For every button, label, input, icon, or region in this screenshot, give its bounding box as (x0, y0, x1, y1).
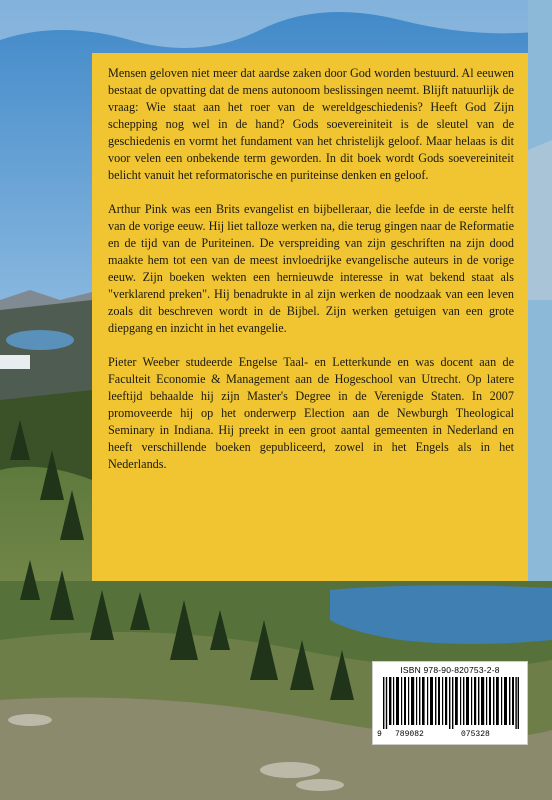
isbn-barcode (372, 661, 528, 745)
barcode-digits-left: 789082 (395, 730, 424, 739)
barcode-digit-first: 9 (377, 730, 382, 739)
isbn-label: ISBN 978-90-820753-2-8 (400, 665, 500, 675)
barcode-digits-right: 075328 (461, 730, 490, 739)
blurb-panel (92, 53, 528, 581)
blurb-paragraph-1: Mensen geloven niet meer dat aardse zaken door God worden bestuurd. Al eeuwen bestaat de opvatting dat de mens autonoom beslissingen neemt. Blijft natuurlijk de vraag: Wie staat aan het roer van de wereldgeschiedenis? Heeft God Zijn schepping nog wel in de hand? Gods soevereiniteit is de sleutel van de geschiedenis en vormt het fundament van het christelijk geloof. Maar helaas is dit voor velen een onbekende term geworden. In dit boek wordt Gods soevereiniteit belicht vanuit het reformatorische en puriteinse denken en geloof. (108, 66, 514, 182)
blurb-paragraph-3: Pieter Weeber studeerde Engelse Taal- en Letterkunde en was docent aan de Faculteit Economie & Management aan de Hogeschool van Utrecht. Op latere leeftijd behaalde hij zijn Master's Degree in de Verenigde Staten. In 2007 promoveerde hij op het onderwerp Election aan de Newburgh Theological Seminary in Indiana. Hij preekt in een groot aantal gemeenten in Nederland en heeft verschillende boeken gepubliceerd, zowel in het Engels als in het Nederlands. (108, 355, 514, 471)
blurb-paragraph-2: Arthur Pink was een Brits evangelist en bijbelleraar, die leefde in de eerste helft van de vorige eeuw. Hij liet talloze werken na, die terug gingen naar de Reformatie en de tijd van de Puriteinen. De verspreiding van zijn geschriften na zijn dood maakte hem tot een van de meest invloedrijke evangelische auteurs in de vorige eeuw. Zijn boeken wekten een hernieuwde interesse in wat bekend staat als "verklarend preken". Hij benadrukte in al zijn werken de noodzaak van een leven zoals dit beschreven wordt in de Bijbel. Zijn werken getuigen van een grote diepgang en inzicht in het evangelie. (108, 202, 514, 335)
barcode-bars (383, 677, 519, 729)
